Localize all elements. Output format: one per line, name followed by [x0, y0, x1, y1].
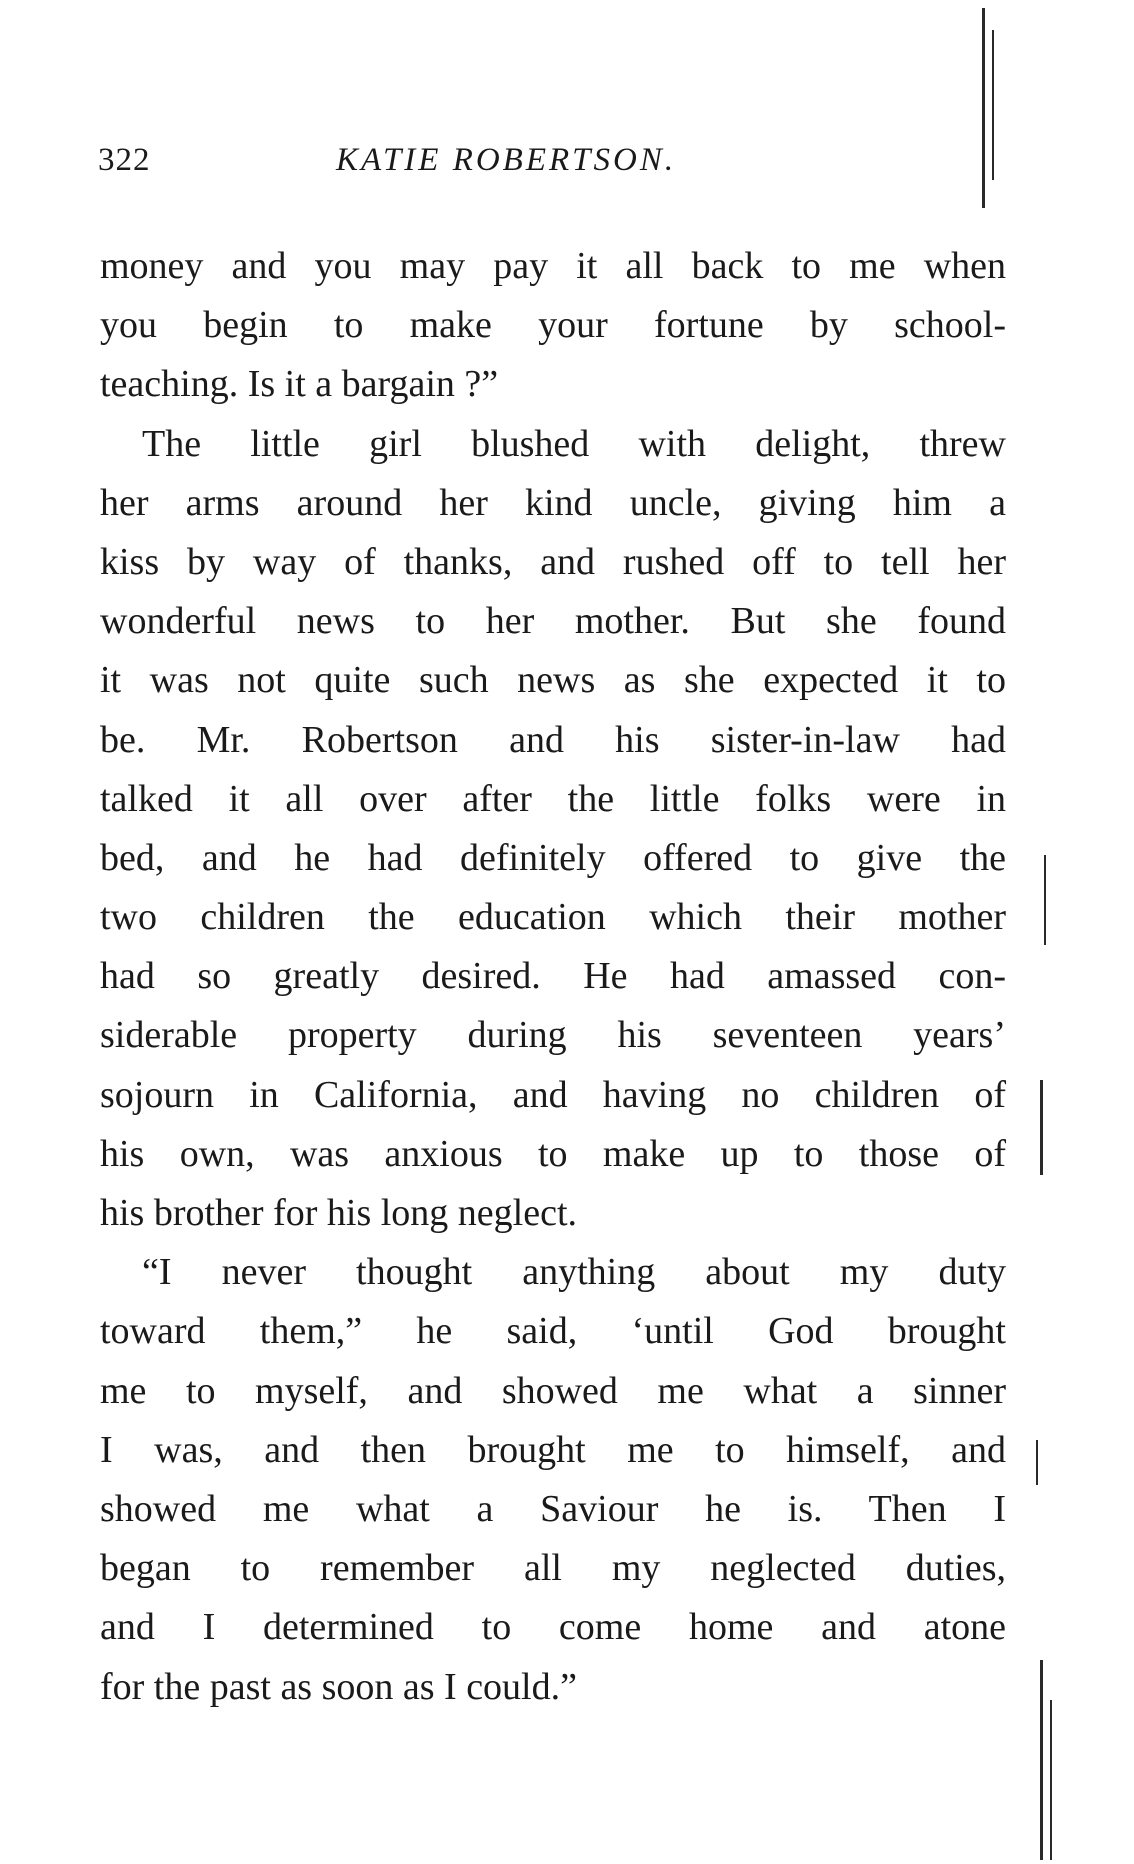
text-line: siderable property during his seventeen years’	[100, 1014, 1006, 1057]
text-line: kiss by way of thanks, and rushed off to tell her	[100, 540, 1006, 583]
text-line: her arms around her kind uncle, giving him a	[100, 481, 1006, 524]
scan-artifact	[1036, 1440, 1038, 1485]
text-line: wonderful news to her mother. But she found	[100, 600, 1006, 643]
scan-artifact	[982, 8, 985, 208]
running-title: KATIE ROBERTSON.	[336, 142, 677, 178]
scan-artifact	[1040, 1660, 1043, 1860]
text-line: for the past as soon as I could.”	[100, 1665, 577, 1708]
text-line: The little girl blushed with delight, threw	[142, 422, 1006, 465]
scan-artifact	[1040, 1080, 1043, 1175]
text-line: showed me what a Saviour he is. Then I	[100, 1487, 1006, 1530]
text-line: began to remember all my neglected duties,	[100, 1547, 1006, 1590]
text-line: his own, was anxious to make up to those of	[100, 1132, 1006, 1175]
text-line: be. Mr. Robertson and his sister-in-law had	[100, 718, 1006, 761]
page-header	[98, 142, 998, 192]
body-text	[100, 237, 1006, 1717]
text-line: toward them,” he said, ‘until God brought	[100, 1310, 1006, 1353]
scan-artifact	[1044, 855, 1046, 945]
text-line: “I never thought anything about my duty	[142, 1251, 1006, 1294]
page-number: 322	[98, 142, 151, 178]
text-line: sojourn in California, and having no children of	[100, 1073, 1006, 1116]
text-line: teaching. Is it a bargain ?”	[100, 363, 499, 406]
text-line: two children the education which their mother	[100, 896, 1006, 939]
text-line: had so greatly desired. He had amassed con-	[100, 955, 1006, 998]
text-line: it was not quite such news as she expected it to	[100, 659, 1006, 702]
text-line: I was, and then brought me to himself, and	[100, 1428, 1006, 1471]
text-line: money and you may pay it all back to me when	[100, 245, 1006, 287]
scan-artifact	[1050, 1700, 1052, 1860]
scan-artifact	[992, 30, 994, 180]
text-line: and I determined to come home and atone	[100, 1606, 1006, 1649]
text-line: talked it all over after the little folks were in	[100, 777, 1006, 820]
text-line: you begin to make your fortune by school-	[100, 304, 1006, 347]
text-line: his brother for his long neglect.	[100, 1192, 578, 1234]
text-line: bed, and he had definitely offered to give the	[100, 836, 1006, 879]
text-line: me to myself, and showed me what a sinner	[100, 1369, 1006, 1412]
